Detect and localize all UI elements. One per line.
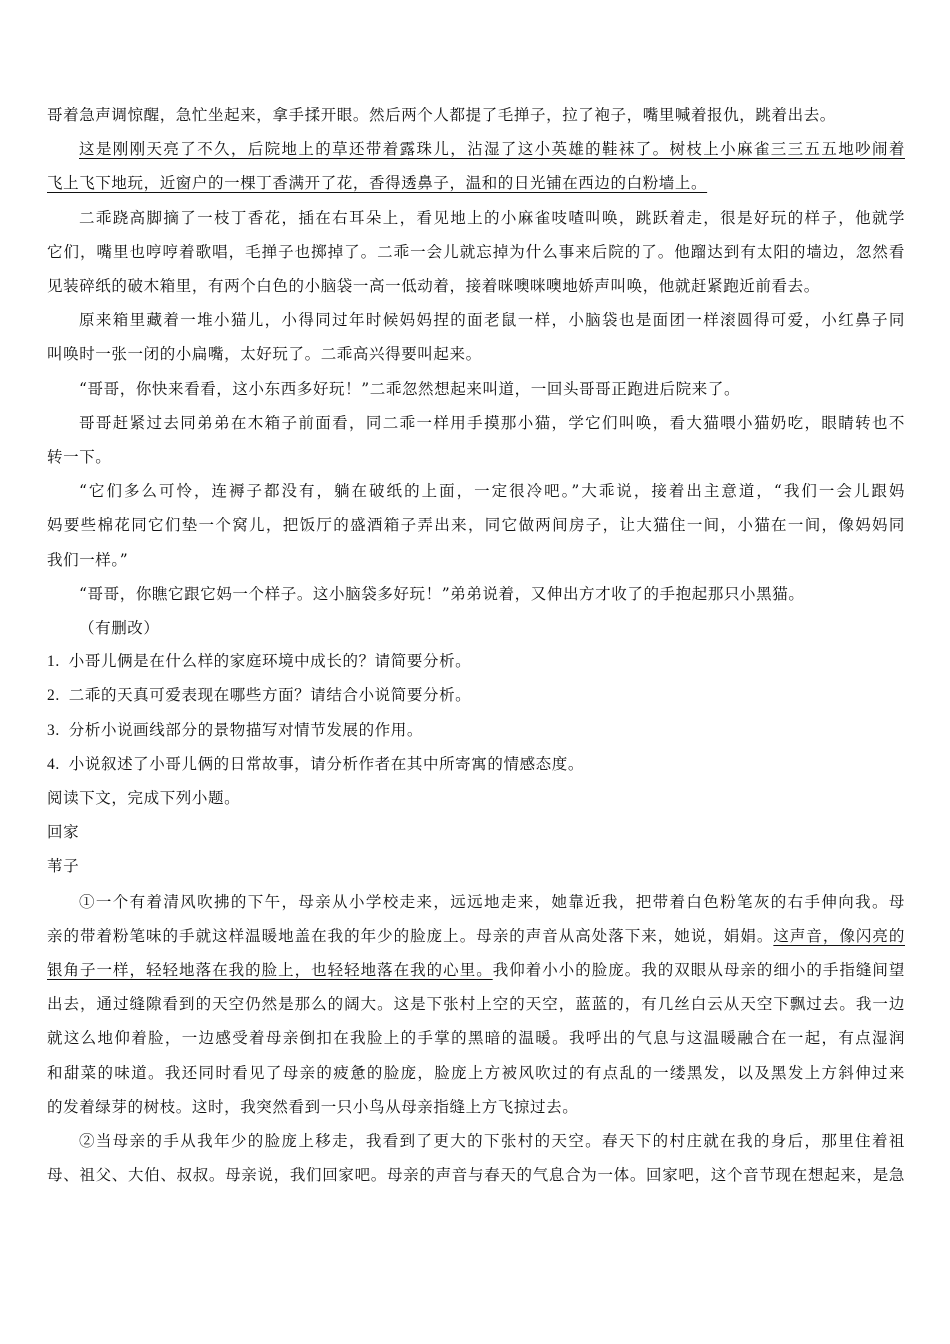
story1-paragraph-7-line-3: 我们一样。” <box>47 550 129 569</box>
article-title: 回家 <box>47 824 80 842</box>
edit-note: （有删改） <box>79 619 160 638</box>
document-page <box>47 98 905 1193</box>
story2-paragraph-2-line-2: 母、祖父、大伯、叔叔。母亲说，我们回家吧。母亲的声音与春天的气息合为一体。回家吧，这个音节现在想起来，是急 <box>47 1166 905 1185</box>
story1-paragraph-3-line-1: 二乖跷高脚摘了一枝丁香花，插在右耳朵上，看见地上的小麻雀吱喳叫唤，跳跃着走，很是好玩的样子，他就学 <box>79 208 905 227</box>
question-1 <box>47 645 905 679</box>
question-text: 分析小说画线部分的景物描写对情节发展的作用。 <box>68 721 423 739</box>
story1-paragraph-8: “哥哥，你瞧它跟它妈一个样子。这小脑袋多好玩！”弟弟说着，又伸出方才收了的手抱起那只小黑猫。 <box>79 584 805 603</box>
question-text: 二乖的天真可爱表现在哪些方面？请结合小说简要分析。 <box>68 687 472 705</box>
underlined-sentence: 银角子一样，轻轻地落在我的脸上，也轻轻地落在我的心里。 <box>47 961 493 980</box>
story1-paragraph-5: “哥哥，你快来看看，这小东西多好玩！”二乖忽然想起来叫道，一回头哥哥正跑进后院来了。 <box>79 379 741 398</box>
question-number: 3. <box>47 721 60 739</box>
story1-paragraph-2-line-2 <box>47 166 905 200</box>
story2-paragraph-2-line-1: ②当母亲的手从我年少的脸庞上移走，我看到了更大的下张村的天空。春天下的村庄就在我的身后，那里住着祖 <box>79 1132 905 1151</box>
story2-paragraph-1-line-5: 就这么地仰着脸，一边感受着母亲倒扣在我脸上的手掌的黑暗的温暖。我呼出的气息与这温暖融合在一起，有点湿润 <box>47 1029 905 1048</box>
story1-paragraph-4-line-1: 原来箱里藏着一堆小猫儿，小得同过年时候妈妈捏的面老鼠一样，小脑袋也是面团一样滚圆得可爱，小红鼻子同 <box>79 311 905 330</box>
story2-paragraph-1-line-6: 和甜菜的味道。我还同时看见了母亲的疲惫的脸庞，脸庞上方被风吹过的有点乱的一缕黑发，以及黑发上方斜伸过来 <box>47 1063 905 1082</box>
story1-paragraph-6-line-1: 哥哥赶紧过去同弟弟在木箱子前面看，同二乖一样用手摸那小猫，学它们叫唤，看大猫喂小猫奶吃，眼睛转也不 <box>79 413 905 432</box>
story1-paragraph-4-line-2: 叫唤时一张一闭的小扁嘴，太好玩了。二乖高兴得要叫起来。 <box>47 345 482 364</box>
story2-paragraph-1-line-1: ①一个有着清风吹拂的下午，母亲从小学校走来，远远地走来，她靠近我，把带着白色粉笔灰的右手伸向我。母 <box>79 892 905 911</box>
question-number: 1. <box>47 653 60 671</box>
story1-paragraph-3-line-3: 见装碎纸的破木箱里，有两个白色的小脑袋一高一低动着，接着咪噢咪噢地娇声叫唤，他就赶紧跑近前看去。 <box>47 277 820 296</box>
question-3 <box>47 714 905 748</box>
story1-paragraph-2-line-1 <box>47 132 905 166</box>
article-author: 苇子 <box>47 858 80 876</box>
story1-paragraph-3-line-2: 它们，嘴里也哼哼着歌唱，毛掸子也掷掉了。二乖一会儿就忘掉为什么事来后院的了。他蹓达到有太阳的墙边，忽然看 <box>47 242 905 261</box>
story2-paragraph-1-line-3 <box>47 953 905 987</box>
story1-paragraph-7-line-2: 妈要些棉花同它们垫一个窝儿，把饭厅的盛酒箱子弄出来，同它做两间房子，让大猫住一间，小猫在一间，像妈妈同 <box>47 516 905 535</box>
paragraph-text: 我仰着小小的脸庞。我的双眼从母亲的细小的手指缝间望 <box>492 961 905 980</box>
story1-paragraph-7-line-1: “它们多么可怜，连褥子都没有，躺在破纸的上面，一定很冷吧。”大乖说，接着出主意道，“我们一会儿跟妈 <box>79 482 905 501</box>
story2-paragraph-1-line-4: 出去，通过缝隙看到的天空仍然是那么的阔大。这是下张村上空的天空，蓝蓝的，有几丝白云从天空下飘过去。我一边 <box>47 995 905 1014</box>
story1-paragraph-1: 哥着急声调惊醒，急忙坐起来，拿手揉开眼。然后两个人都提了毛掸子，拉了袍子，嘴里喊着报仇，跳着出去。 <box>47 106 836 124</box>
story1-paragraph-6-line-2: 转一下。 <box>47 448 112 467</box>
question-number: 2. <box>47 687 60 705</box>
question-2 <box>47 679 905 713</box>
paragraph-text: 亲的带着粉笔味的手就这样温暖地盖在我的年少的脸庞上。母亲的声音从高处落下来，她说，娟娟。 <box>47 926 774 945</box>
reading-instruction: 阅读下文，完成下列小题。 <box>47 790 241 808</box>
underlined-scenery-text: 这是刚刚天亮了不久，后院地上的草还带着露珠儿，沾湿了这小英雄的鞋袜了。树枝上小麻雀三三五五地吵闹着 <box>79 140 905 159</box>
underlined-sentence: 这声音，像闪亮的 <box>773 926 905 945</box>
question-text: 小哥儿俩是在什么样的家庭环境中成长的？请简要分析。 <box>68 653 472 671</box>
question-4 <box>47 748 905 782</box>
story2-paragraph-1-line-2 <box>47 919 905 953</box>
underlined-scenery-text: 飞上飞下地玩，近窗户的一棵丁香满开了花，香得透鼻子，温和的日光铺在西边的白粉墙上。 <box>47 174 708 193</box>
question-number: 4. <box>47 755 60 773</box>
question-text: 小说叙述了小哥儿俩的日常故事，请分析作者在其中所寄寓的情感态度。 <box>68 755 584 773</box>
story2-paragraph-1-line-7: 的发着绿芽的树枝。这时，我突然看到一只小鸟从母亲指缝上方飞掠过去。 <box>47 1097 579 1116</box>
